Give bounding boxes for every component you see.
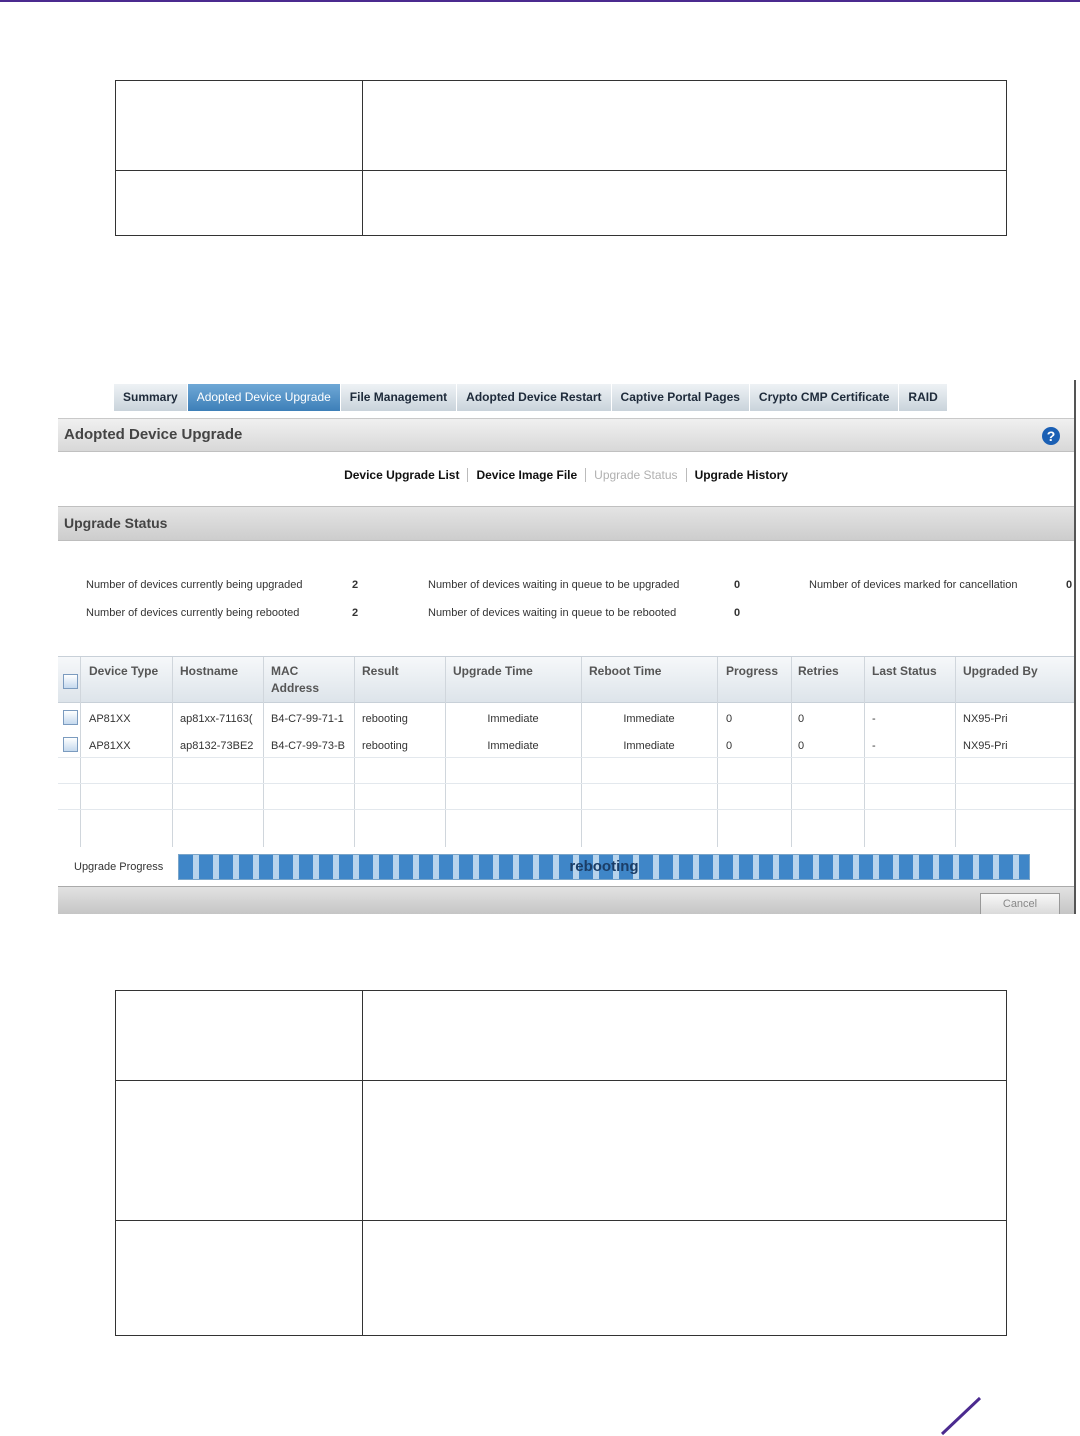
stat-queue-reboot: [428, 607, 741, 619]
sub-navigation: [58, 468, 1074, 482]
stat-queue-reboot-label: Number of devices waiting in queue to be rebooted: [428, 607, 677, 619]
subnav-upgrade-status: Upgrade Status: [586, 468, 686, 482]
cell-device-type: AP81XX: [89, 740, 131, 752]
cell-progress: 0: [726, 713, 733, 725]
cell-reboot-time: Immediate: [623, 740, 675, 752]
tab-captive-portal-pages[interactable]: Captive Portal Pages: [612, 384, 750, 411]
cell-retries: 0: [798, 740, 805, 752]
page-corner-slash: [938, 1396, 984, 1436]
stat-rebooting: [86, 607, 359, 619]
help-icon[interactable]: ?: [1042, 427, 1060, 445]
stat-rebooting-value: 2: [352, 607, 359, 619]
col-result[interactable]: Result: [362, 664, 399, 678]
upgrade-progress-text: rebooting: [569, 858, 639, 875]
col-retries[interactable]: Retries: [798, 664, 839, 678]
upgrade-progress-bar: [178, 854, 1030, 880]
cell-hostname: ap8132-73BE2: [180, 740, 254, 752]
stat-upgrading-value: 2: [352, 579, 359, 591]
select-all-checkbox[interactable]: [63, 674, 78, 689]
stat-queue-upgrade: [428, 579, 741, 591]
subnav-device-upgrade-list[interactable]: Device Upgrade List: [336, 468, 468, 482]
stat-queue-reboot-value: 0: [734, 607, 741, 619]
cell-upgrade-time: Immediate: [487, 740, 539, 752]
cell-upgrade-time: Immediate: [487, 713, 539, 725]
stat-cancellation-label: Number of devices marked for cancellation: [809, 579, 1018, 591]
tab-raid[interactable]: RAID: [899, 384, 947, 411]
tab-summary[interactable]: Summary: [114, 384, 188, 411]
cell-device-type: AP81XX: [89, 713, 131, 725]
section-header: [58, 506, 1074, 541]
cell-hostname: ap81xx-71163(: [180, 713, 253, 725]
cancel-button[interactable]: Cancel: [980, 893, 1060, 914]
cell-reboot-time: Immediate: [623, 713, 675, 725]
cell-progress: 0: [726, 740, 733, 752]
stat-rebooting-label: Number of devices currently being rebooted: [86, 607, 300, 619]
device-upgrade-grid: [58, 656, 1074, 847]
upgrade-status-screen: [58, 380, 1076, 914]
cell-last-status: -: [872, 713, 876, 725]
upgrade-progress-label: Upgrade Progress: [74, 861, 164, 873]
col-mac-address[interactable]: MAC Address: [271, 664, 320, 695]
subnav-upgrade-history[interactable]: Upgrade History: [694, 468, 788, 482]
row-checkbox[interactable]: [63, 710, 78, 725]
stat-cancellation-value: 0: [1066, 579, 1073, 591]
tab-file-management[interactable]: File Management: [341, 384, 457, 411]
stat-queue-upgrade-value: 0: [734, 579, 741, 591]
subnav-device-image-file[interactable]: Device Image File: [468, 468, 586, 482]
col-upgraded-by[interactable]: Upgraded By: [963, 664, 1038, 678]
section-title: Upgrade Status: [64, 515, 168, 531]
col-progress[interactable]: Progress: [726, 664, 779, 678]
cell-result: rebooting: [362, 740, 408, 752]
row-checkbox[interactable]: [63, 737, 78, 752]
panel-title: Adopted Device Upgrade: [64, 426, 243, 443]
page-top-rule: [0, 0, 1080, 2]
stat-queue-upgrade-label: Number of devices waiting in queue to be upgraded: [428, 579, 680, 591]
tab-crypto-cmp-certificate[interactable]: Crypto CMP Certificate: [750, 384, 899, 411]
cell-last-status: -: [872, 740, 876, 752]
cell-upgraded-by: NX95-Pri: [963, 740, 1008, 752]
stat-upgrading: [86, 579, 359, 591]
tab-adopted-device-restart[interactable]: Adopted Device Restart: [457, 384, 611, 411]
col-hostname[interactable]: Hostname: [180, 664, 239, 678]
stat-cancellation: [809, 579, 1073, 591]
stat-upgrading-label: Number of devices currently being upgraded: [86, 579, 303, 591]
cell-mac-address: B4-C7-99-71-1: [271, 713, 344, 725]
cell-upgraded-by: NX95-Pri: [963, 713, 1008, 725]
cell-mac-address: B4-C7-99-73-B: [271, 740, 345, 752]
panel-header: [58, 418, 1074, 452]
panel-footer: [58, 886, 1074, 914]
col-reboot-time[interactable]: Reboot Time: [589, 664, 662, 678]
cell-result: rebooting: [362, 713, 408, 725]
description-table-bottom: [115, 990, 1007, 1336]
col-last-status[interactable]: Last Status: [872, 664, 937, 678]
tab-bar: [114, 384, 948, 411]
col-upgrade-time[interactable]: Upgrade Time: [453, 664, 533, 678]
description-table-top: [115, 80, 1007, 236]
col-device-type[interactable]: Device Type: [89, 664, 159, 678]
cell-retries: 0: [798, 713, 805, 725]
tab-adopted-device-upgrade[interactable]: Adopted Device Upgrade: [188, 384, 341, 411]
